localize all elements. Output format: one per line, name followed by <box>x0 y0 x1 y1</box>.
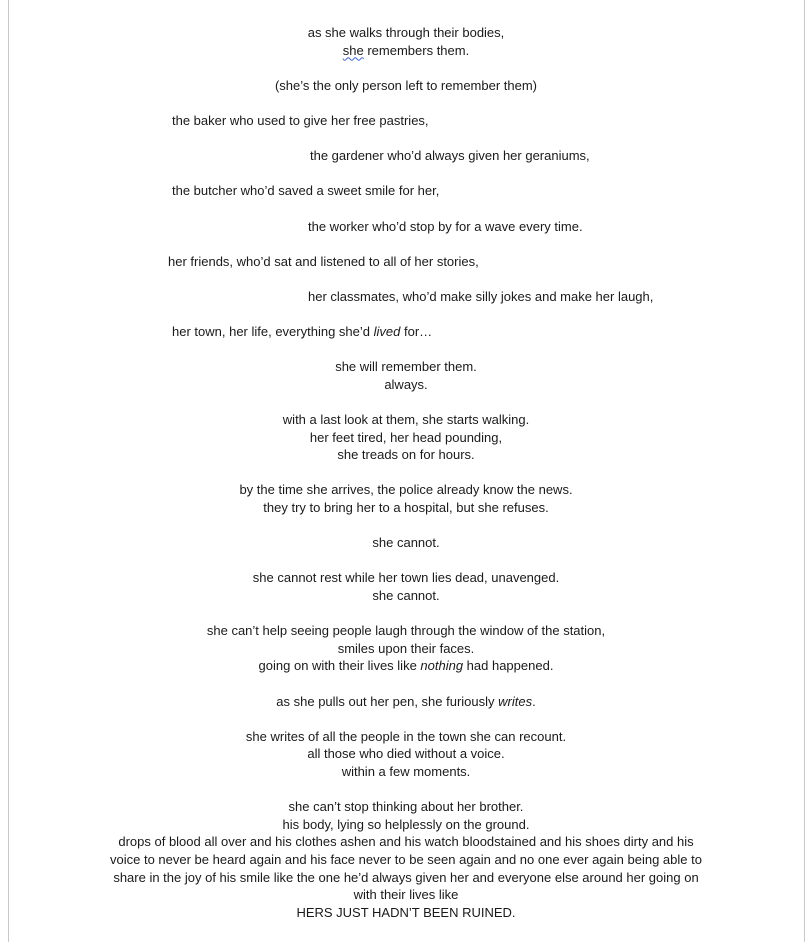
text-line: the worker who’d stop by for a wave every time. <box>308 218 583 234</box>
line-friends <box>0 253 808 271</box>
text-fragment: for… <box>400 324 433 340</box>
text-line: with a last look at them, she starts walking. <box>282 412 530 428</box>
stanza-walks <box>0 24 808 59</box>
line-butcher <box>0 182 808 200</box>
text-fragment: her town, her life, everything she’d <box>172 324 374 340</box>
text-line: HERS JUST HADN’T BEEN RUINED. <box>296 904 516 920</box>
line-classmates <box>0 288 808 306</box>
stanza-police <box>0 481 808 516</box>
italic-text: lived <box>373 324 401 340</box>
text-line: she will remember them. <box>335 359 477 375</box>
stanza-aside <box>0 77 808 95</box>
text-line: the gardener who’d always given her geraniums, <box>310 148 590 164</box>
spellcheck-flagged-word[interactable]: she <box>342 42 364 58</box>
text-line: they try to bring her to a hospital, but she refuses. <box>263 500 549 516</box>
stanza-walking <box>0 411 808 464</box>
text-line: her friends, who’d sat and listened to all of her stories, <box>168 253 479 269</box>
text-line: she cannot. <box>372 535 440 551</box>
text-line <box>4 42 808 60</box>
text-line: the butcher who’d saved a sweet smile for her, <box>172 183 440 199</box>
text-line: as she walks through their bodies, <box>307 25 505 40</box>
stanza-unavenged <box>0 569 808 604</box>
text-fragment: remembers them. <box>363 42 470 58</box>
stanza-pen <box>0 693 808 711</box>
brother-paragraph: drops of blood all over and his clothes ashen and his watch bloodstained and his shoes dirty and his voice to never be heard again and his face never to be seen again and no one ever again being able to share in the joy of his smile like the one he’d always given her and everyone else around her going on with their lives like <box>110 834 702 903</box>
text-line: always. <box>384 376 428 392</box>
stanza-cannot <box>0 534 808 552</box>
text-fragment: . <box>532 693 536 709</box>
text-line: she cannot rest while her town lies dead, unavenged. <box>252 570 560 586</box>
text-fragment: had happened. <box>463 658 554 674</box>
line-gardener <box>0 147 808 165</box>
final-line <box>0 904 808 922</box>
text-line <box>4 657 808 675</box>
italic-text: nothing <box>420 658 464 674</box>
stanza-window <box>0 622 808 675</box>
text-line: his body, lying so helplessly on the ground. <box>282 816 530 832</box>
text-fragment: going on with their lives like <box>258 658 421 674</box>
text-line: within a few moments. <box>341 763 471 779</box>
document-body[interactable] <box>0 24 808 921</box>
stanza-remember <box>0 358 808 393</box>
line-worker <box>0 218 808 236</box>
text-line: all those who died without a voice. <box>307 746 505 762</box>
text-line: she can’t help seeing people laugh through the window of the station, <box>206 623 606 639</box>
text-fragment: as she pulls out her pen, she furiously <box>276 693 499 709</box>
line-town <box>0 323 808 341</box>
text-line: she can’t stop thinking about her brother. <box>288 799 524 815</box>
text-line: her classmates, who’d make silly jokes and make her laugh, <box>308 288 654 304</box>
stanza-recount <box>0 728 808 781</box>
text-line <box>172 323 808 341</box>
text-line: by the time she arrives, the police already know the news. <box>239 482 573 498</box>
text-line <box>4 693 808 711</box>
text-line: she treads on for hours. <box>337 447 475 463</box>
text-line: the baker who used to give her free pastries, <box>172 112 429 128</box>
text-line: her feet tired, her head pounding, <box>309 429 503 445</box>
italic-text: writes <box>498 693 533 709</box>
text-line: (she’s the only person left to remember them) <box>274 77 538 93</box>
line-baker <box>0 112 808 130</box>
text-line: smiles upon their faces. <box>337 640 475 656</box>
text-line: she cannot. <box>372 588 440 603</box>
stanza-brother <box>0 798 808 833</box>
text-line: she writes of all the people in the town she can recount. <box>245 728 567 744</box>
